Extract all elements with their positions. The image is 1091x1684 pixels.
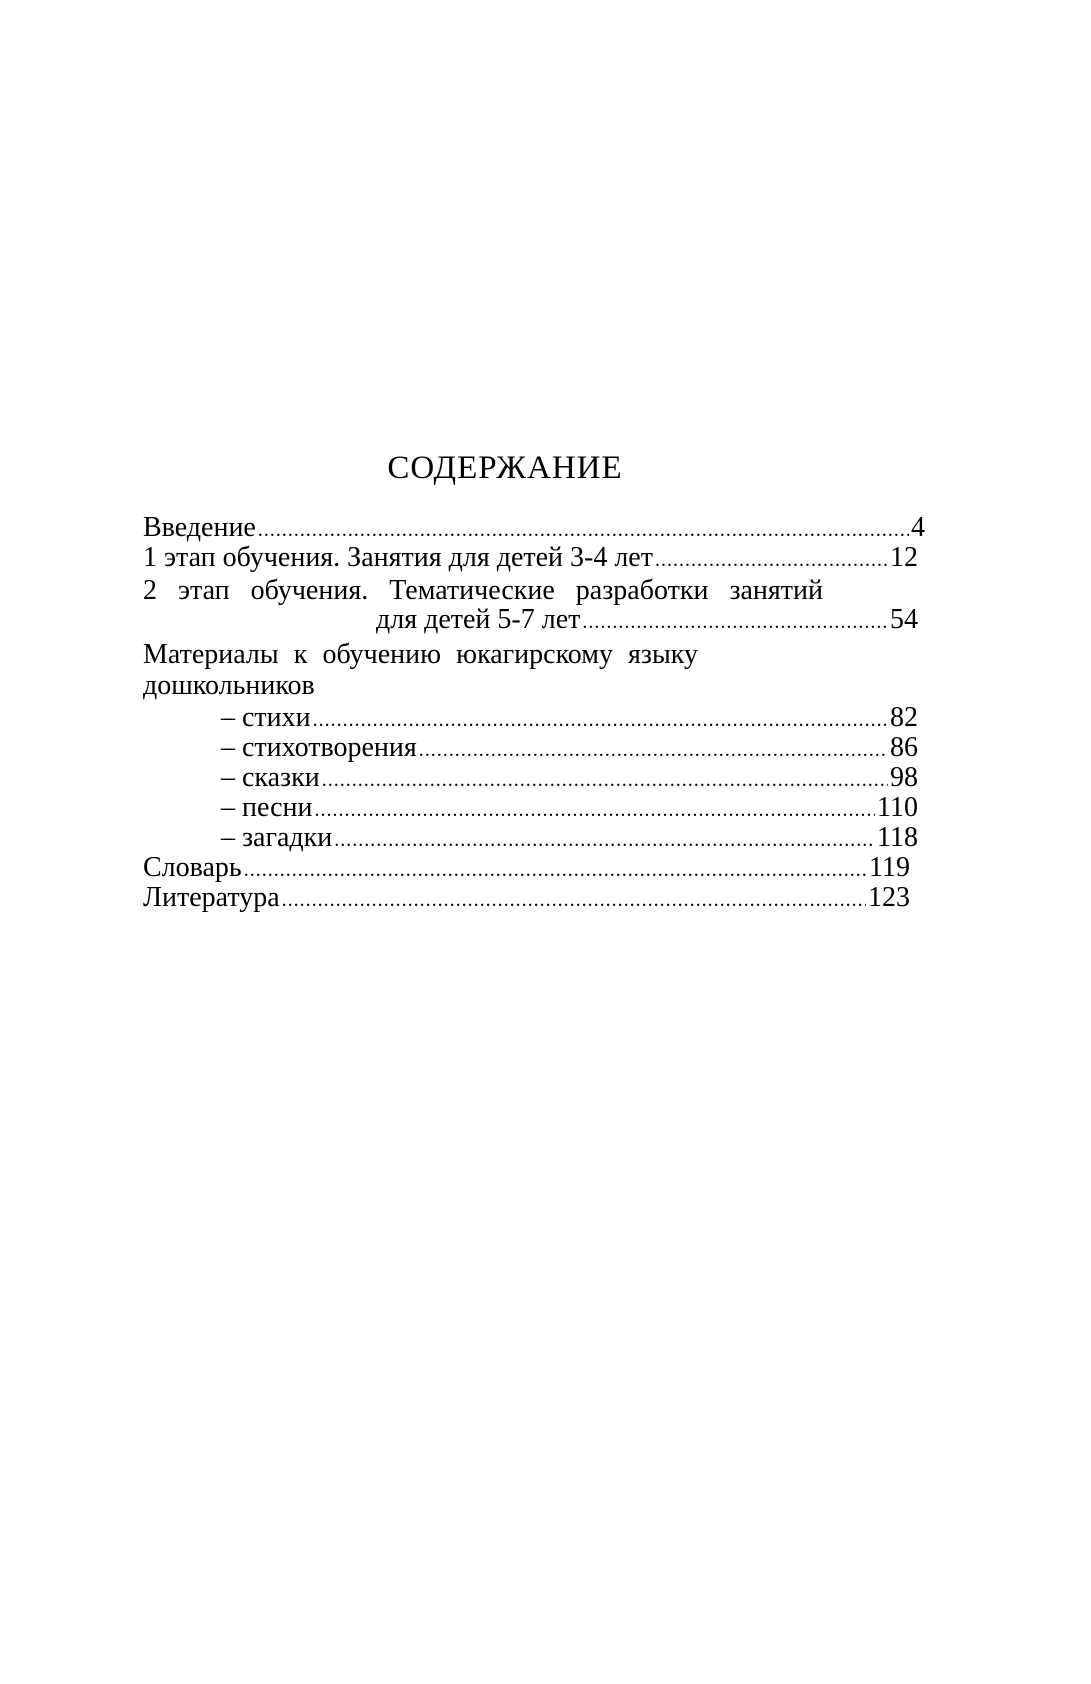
toc-entry-page: 54 <box>890 604 918 635</box>
toc-entry <box>143 605 918 635</box>
dot-leader <box>582 607 888 637</box>
toc-entry-page: 82 <box>890 702 918 733</box>
toc-entry-page: 110 <box>877 792 918 823</box>
dot-leader <box>315 795 876 825</box>
toc-entry <box>143 853 910 883</box>
toc-entry-label: – сказки <box>221 762 320 793</box>
dot-leader <box>419 735 888 765</box>
toc-section-line1: Материалы к обучению юкагирскому языку <box>143 639 698 670</box>
toc-entry-line1: 2 этап обучения. Тематические разработки занятий <box>143 575 823 606</box>
toc-entry-page: 12 <box>890 542 918 573</box>
toc-entry-label: – стихотворения <box>221 732 417 763</box>
toc-entry-label: Литература <box>143 882 280 913</box>
toc-entry-label: Введение <box>143 512 256 543</box>
toc-entry <box>143 733 918 763</box>
toc-entry <box>143 513 925 543</box>
toc-title: СОДЕРЖАНИЕ <box>387 450 623 486</box>
dot-leader <box>282 885 866 915</box>
dot-leader <box>322 765 888 795</box>
toc-entry-label: – песни <box>221 792 313 823</box>
toc-entry <box>143 793 918 823</box>
toc-entry <box>143 763 918 793</box>
toc-entry-page: 118 <box>877 822 918 853</box>
toc-entry-label: Словарь <box>143 852 242 883</box>
dot-leader <box>244 855 867 885</box>
dot-leader <box>655 545 888 575</box>
dot-leader <box>334 825 875 855</box>
toc-entry <box>143 703 918 733</box>
toc-section-line2: дошкольников <box>143 670 315 701</box>
dot-leader <box>258 515 909 545</box>
toc-entry-page: 4 <box>911 512 925 543</box>
table-of-contents <box>143 512 925 913</box>
toc-entry-label: для детей 5-7 лет <box>376 604 581 635</box>
toc-entry <box>143 823 918 853</box>
toc-entry-page: 119 <box>869 852 910 883</box>
toc-entry <box>143 883 910 913</box>
toc-entry-page: 86 <box>890 732 918 763</box>
toc-entry-page: 98 <box>890 762 918 793</box>
toc-entry-page: 123 <box>868 882 910 913</box>
toc-entry-label: – стихи <box>221 702 311 733</box>
toc-entry-label: – загадки <box>221 822 333 853</box>
toc-entry-label: 1 этап обучения. Занятия для детей 3-4 лет <box>143 542 653 573</box>
toc-entry <box>143 543 918 573</box>
dot-leader <box>313 705 888 735</box>
